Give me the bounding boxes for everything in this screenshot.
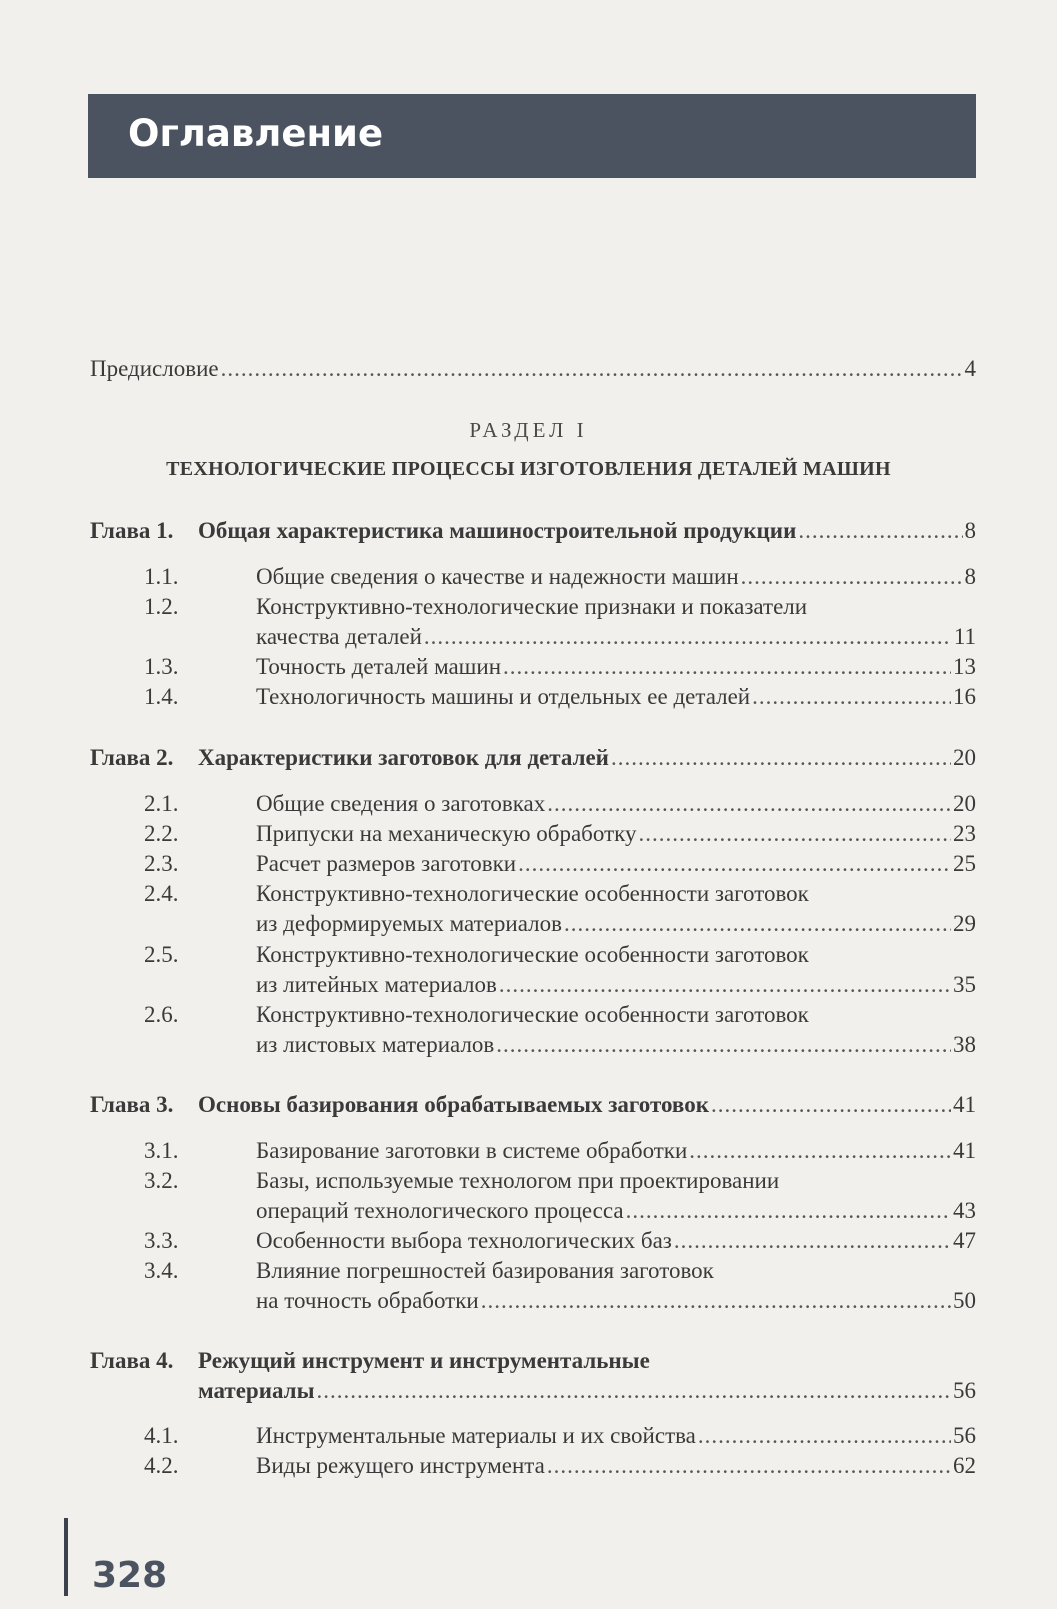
item-title: из литейных материалов — [256, 972, 497, 997]
chapter-number: Глава 4. — [90, 1348, 174, 1373]
dot-leader — [674, 1226, 951, 1256]
toc-item-2-4-cont[interactable] — [90, 909, 976, 939]
chapter-title: материалы — [198, 1378, 315, 1403]
item-number: 1.2. — [144, 594, 179, 619]
toc-page-number: 4 — [964, 356, 976, 381]
item-number: 3.3. — [144, 1228, 179, 1253]
dot-leader — [518, 849, 951, 879]
dot-leader — [626, 1196, 951, 1226]
page-title: Оглавление — [128, 112, 384, 155]
item-number: 3.4. — [144, 1258, 179, 1283]
dot-leader — [547, 789, 951, 819]
toc-preface[interactable] — [90, 354, 976, 384]
toc-item-2-6[interactable] — [90, 1000, 976, 1030]
toc-item-2-4[interactable] — [90, 879, 976, 909]
toc-page-number: 41 — [953, 1138, 976, 1163]
toc-page-number: 20 — [953, 791, 976, 816]
toc-page-number: 47 — [953, 1228, 976, 1253]
dot-leader — [221, 354, 963, 384]
item-number: 2.6. — [144, 1002, 179, 1027]
dot-leader — [798, 516, 962, 546]
toc-chapter-3[interactable] — [90, 1090, 976, 1120]
page-number: 328 — [92, 1555, 168, 1596]
toc-page-number: 56 — [953, 1423, 976, 1448]
item-number: 2.2. — [144, 821, 179, 846]
item-title: Общие сведения о качестве и надежности машин — [256, 564, 739, 589]
toc-item-3-4[interactable] — [90, 1256, 976, 1286]
dot-leader — [496, 1030, 951, 1060]
item-number: 2.3. — [144, 851, 179, 876]
toc-page-number: 62 — [953, 1453, 976, 1478]
toc-item-2-1[interactable] — [90, 789, 976, 819]
toc-item-3-4-cont[interactable] — [90, 1286, 976, 1316]
page-number-bar — [64, 1518, 68, 1596]
item-number: 2.5. — [144, 942, 179, 967]
section-title: ТЕХНОЛОГИЧЕСКИЕ ПРОЦЕССЫ ИЗГОТОВЛЕНИЯ ДЕТАЛЕЙ МАШИН — [166, 458, 891, 480]
item-title: из деформируемых материалов — [256, 911, 562, 936]
item-title: на точность обработки — [256, 1288, 479, 1313]
toc-item-1-3[interactable] — [90, 652, 976, 682]
section-label: РАЗДЕЛ I — [469, 418, 588, 442]
dot-leader — [503, 652, 951, 682]
toc-page-number: 38 — [953, 1032, 976, 1057]
item-title: Технологичность машины и отдельных ее деталей — [256, 684, 751, 709]
item-title: качества деталей — [256, 624, 422, 649]
item-number: 2.4. — [144, 881, 179, 906]
item-title: Влияние погрешностей базирования заготовок — [256, 1258, 714, 1283]
item-title: Точность деталей машин — [256, 654, 502, 679]
item-title: Расчет размеров заготовки — [256, 851, 517, 876]
toc-page-number: 23 — [953, 821, 976, 846]
toc-item-3-2-cont[interactable] — [90, 1196, 976, 1226]
toc-entry-label: Предисловие — [90, 356, 219, 381]
toc-page-number: 8 — [964, 518, 976, 543]
dot-leader — [424, 622, 952, 652]
toc-chapter-1[interactable] — [90, 516, 976, 546]
item-number: 3.1. — [144, 1138, 179, 1163]
item-number: 2.1. — [144, 791, 179, 816]
toc-item-1-2-cont[interactable] — [90, 622, 976, 652]
toc-item-1-1[interactable] — [90, 562, 976, 592]
toc-item-2-2[interactable] — [90, 819, 976, 849]
item-number: 1.4. — [144, 684, 179, 709]
toc-chapter-4[interactable] — [90, 1346, 976, 1376]
toc-item-2-5-cont[interactable] — [90, 970, 976, 1000]
item-title: Инструментальные материалы и их свойства — [256, 1423, 696, 1448]
header-bar — [88, 94, 976, 178]
item-number: 4.2. — [144, 1453, 179, 1478]
dot-leader — [547, 1451, 951, 1481]
toc-page-number: 20 — [953, 745, 976, 770]
item-title: Конструктивно-технологические признаки и показатели — [256, 594, 808, 619]
item-title: Особенности выбора технологических баз — [256, 1228, 672, 1253]
item-number: 4.1. — [144, 1423, 179, 1448]
toc-page-number: 41 — [953, 1092, 976, 1117]
item-title: операций технологического процесса — [256, 1198, 624, 1223]
chapter-title: Характеристики заготовок для деталей — [198, 745, 609, 770]
chapter-title: Режущий инструмент и инструментальные — [198, 1348, 650, 1373]
dot-leader — [317, 1376, 951, 1406]
toc-item-4-2[interactable] — [90, 1451, 976, 1481]
dot-leader — [698, 1421, 951, 1451]
toc-item-1-4[interactable] — [90, 682, 976, 712]
dot-leader — [638, 819, 951, 849]
item-number: 3.2. — [144, 1168, 179, 1193]
item-number: 1.3. — [144, 654, 179, 679]
dot-leader — [741, 562, 963, 592]
toc-item-2-3[interactable] — [90, 849, 976, 879]
item-title: Базы, используемые технологом при проектировании — [256, 1168, 780, 1193]
dot-leader — [499, 970, 951, 1000]
toc-item-3-2[interactable] — [90, 1166, 976, 1196]
toc-page-number: 29 — [953, 911, 976, 936]
chapter-title: Общая характеристика машиностроительной продукции — [198, 518, 797, 543]
toc-page-number: 8 — [964, 564, 976, 589]
dot-leader — [752, 682, 951, 712]
dot-leader — [481, 1286, 951, 1316]
toc-page-number: 16 — [953, 684, 976, 709]
toc-item-1-2[interactable] — [90, 592, 976, 622]
item-title: Общие сведения о заготовках — [256, 791, 546, 816]
toc-page-number: 25 — [953, 851, 976, 876]
toc-page-number: 11 — [953, 624, 976, 649]
item-title: Конструктивно-технологические особенности заготовок — [256, 942, 809, 967]
toc-page-number: 50 — [953, 1288, 976, 1313]
toc-page-number: 56 — [953, 1378, 976, 1403]
item-title: Виды режущего инструмента — [256, 1453, 545, 1478]
toc-chapter-4-cont[interactable] — [90, 1376, 976, 1406]
toc-page-number: 13 — [953, 654, 976, 679]
item-title: Базирование заготовки в системе обработки — [256, 1138, 688, 1163]
chapter-title: Основы базирования обрабатываемых заготовок — [198, 1092, 709, 1117]
toc-page-number: 35 — [953, 972, 976, 997]
toc-item-2-5[interactable] — [90, 940, 976, 970]
dot-leader — [689, 1136, 951, 1166]
item-title: Конструктивно-технологические особенности заготовок — [256, 1002, 809, 1027]
toc-item-3-1[interactable] — [90, 1136, 976, 1166]
dot-leader — [564, 909, 951, 939]
dot-leader — [711, 1090, 951, 1120]
item-number: 1.1. — [144, 564, 179, 589]
chapter-number: Глава 2. — [90, 745, 174, 770]
toc-item-3-3[interactable] — [90, 1226, 976, 1256]
chapter-number: Глава 1. — [90, 518, 174, 543]
chapter-number: Глава 3. — [90, 1092, 174, 1117]
item-title: Конструктивно-технологические особенности заготовок — [256, 881, 809, 906]
toc-chapter-2[interactable] — [90, 743, 976, 773]
toc-page-number: 43 — [953, 1198, 976, 1223]
toc-item-2-6-cont[interactable] — [90, 1030, 976, 1060]
toc-item-4-1[interactable] — [90, 1421, 976, 1451]
item-title: Припуски на механическую обработку — [256, 821, 637, 846]
dot-leader — [611, 743, 951, 773]
item-title: из листовых материалов — [256, 1032, 495, 1057]
